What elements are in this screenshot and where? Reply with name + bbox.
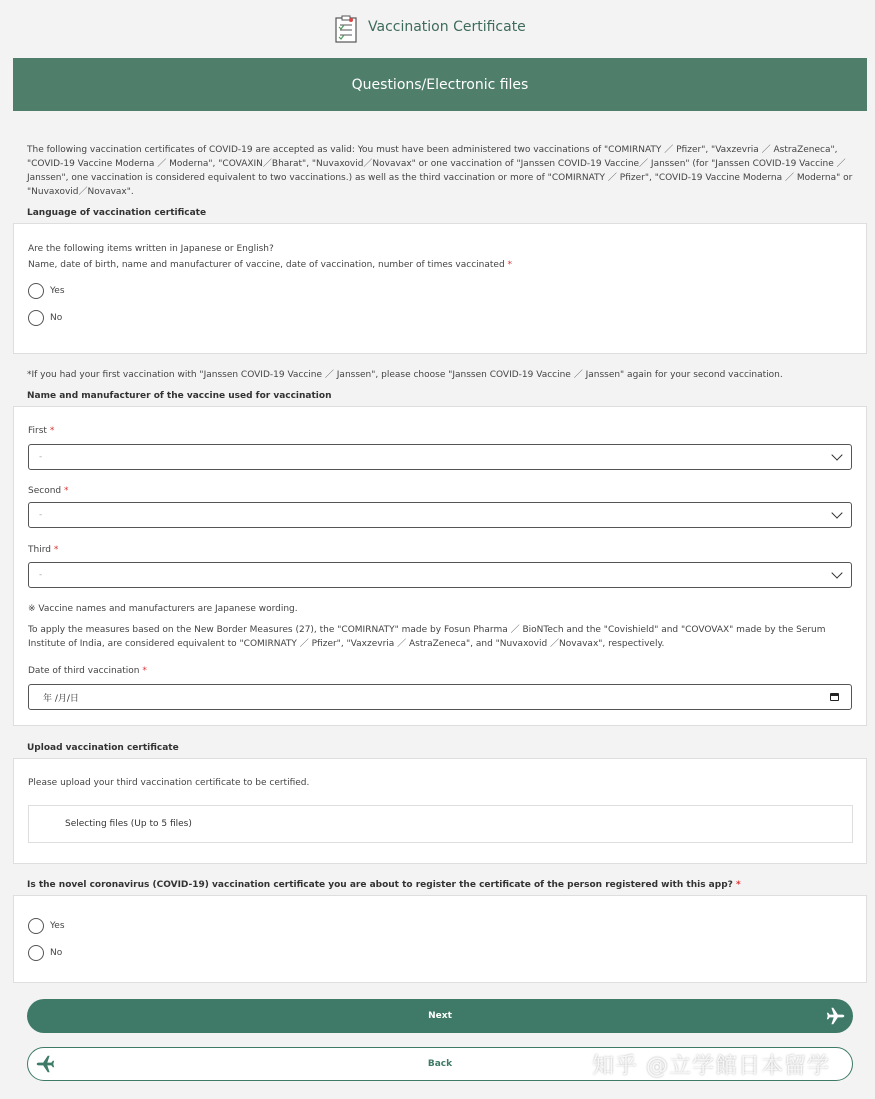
language-card [13,223,867,354]
app-header [0,0,875,56]
select-value: - [39,570,43,580]
select-value: - [39,452,43,462]
language-question-line2 [28,258,512,272]
next-button-label: Next [428,1011,452,1021]
identity-no-radio[interactable] [28,945,62,961]
second-vaccine-select[interactable] [28,502,852,528]
third-vaccine-select[interactable] [28,562,852,588]
language-yes-radio[interactable] [28,283,65,299]
date-label-text: Date of third vaccination [28,666,140,676]
required-mark: * [736,880,741,890]
language-section-label: Language of vaccination certificate [27,208,207,218]
radio-circle[interactable] [28,945,44,961]
chevron-down-icon [831,449,842,460]
third-label [28,543,58,557]
first-vaccine-select[interactable] [28,444,852,470]
file-select-button[interactable] [28,805,853,843]
required-mark: * [507,260,513,270]
language-question-line1: Are the following items written in Japanese or English? [28,244,274,254]
radio-circle[interactable] [28,283,44,299]
radio-label: No [50,948,63,958]
radio-label: No [50,313,63,323]
date-label [28,664,147,678]
second-label [28,484,69,498]
airplane-icon [825,1005,847,1027]
intro-text: The following vaccination certificates of COVID-19 are accepted as valid: You must have been administered two vaccinations of "COMIRNATY ／ Pfizer", "Vaxzevria ／ AstraZeneca", "COVID-19 Vaccine Moderna ／ Moderna", "COVAXIN／Bharat", "Nuvaxovid／Novavax" or one vaccination of "Janssen COVID-19 Vaccine／ Janssen" (for "Janssen COVID-19 Vaccine ／ Janssen", one vaccination is considered equivalent to two vaccinations.) as well as the third vaccination or more of "COMIRNATY ／ Pfizer", "COVID-19 Vaccine Moderna ／ Moderna" or "Nuvaxovid／Novavax". [27,145,853,197]
identity-question-text: Is the novel coronavirus (COVID-19) vaccination certificate you are about to register the certificate of the person registered with this app? [27,880,733,890]
first-label [28,424,54,438]
required-mark: * [53,545,59,555]
app-title: Vaccination Certificate [368,19,526,35]
airplane-icon [34,1053,56,1075]
chevron-down-icon [831,507,842,518]
first-label-text: First [28,426,47,436]
select-value: - [39,510,43,520]
calendar-icon[interactable] [830,693,839,701]
back-button-label: Back [427,1059,453,1069]
radio-circle[interactable] [28,310,44,326]
required-mark: * [49,426,55,436]
janssen-note: *If you had your first vaccination with "Janssen COVID-19 Vaccine ／ Janssen", please choose "Janssen COVID-19 Vaccine ／ Janssen" again for your second vaccination. [27,370,783,380]
second-label-text: Second [28,486,62,496]
identity-yes-radio[interactable] [28,918,65,934]
next-button[interactable] [27,999,853,1033]
identity-section-label [27,880,867,890]
certificate-icon [335,15,357,43]
watermark: 知乎 @立学館日本留学 [592,1054,830,1079]
vaccine-section-label: Name and manufacturer of the vaccine used for vaccination [27,391,332,401]
required-mark: * [142,666,147,676]
date-value: 年 /月/日 [43,693,79,704]
vaccine-card [13,406,867,726]
identity-card [13,895,867,983]
radio-circle[interactable] [28,918,44,934]
file-select-label: Selecting files (Up to 5 files) [65,819,192,829]
language-question-text: Name, date of birth, name and manufacturer of vaccine, date of vaccination, number of times vaccinated [28,260,505,270]
chevron-down-icon [831,567,842,578]
third-label-text: Third [28,545,51,555]
upload-card [13,758,867,864]
upload-instruction: Please upload your third vaccination certificate to be certified. [28,778,310,788]
required-mark: * [64,486,69,496]
wording-note: ※ Vaccine names and manufacturers are Japanese wording. [28,604,298,614]
third-vaccination-date-input[interactable] [28,684,852,710]
radio-label: Yes [50,921,65,931]
section-banner: Questions/Electronic files [13,58,867,111]
language-no-radio[interactable] [28,310,62,326]
upload-section-label: Upload vaccination certificate [27,743,179,753]
radio-label: Yes [50,286,65,296]
border-measures-note: To apply the measures based on the New Border Measures (27), the "COMIRNATY" made by Fosun Pharma ／ BioNTech and the "Covishield" and "COVOVAX" made by the Serum Institute of India, are considered equivalent to "COMIRNATY ／ Pfizer", "Vaxzevria ／ AstraZeneca", and "Nuvaxovid ／Novavax", respectively. [28,625,826,649]
